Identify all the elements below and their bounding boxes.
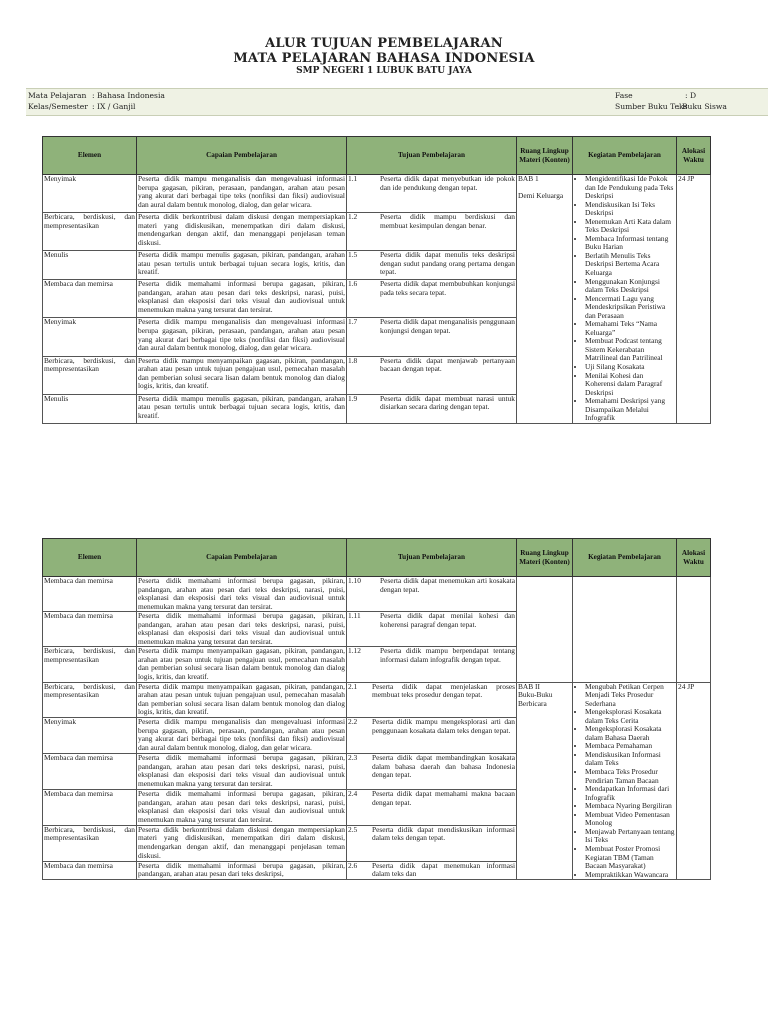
tujuan-cell bbox=[347, 647, 517, 682]
school-name: SMP NEGERI 1 LUBUK BATU JAYA bbox=[296, 66, 472, 76]
tujuan-cell bbox=[347, 280, 517, 318]
alokasi-cell: 24 JP bbox=[677, 682, 711, 880]
kegiatan-item: • Uji Silang Kosakata bbox=[585, 363, 675, 372]
col-kegiatan: Kegiatan Pembelajaran bbox=[573, 137, 677, 175]
bab-title: Buku-Buku Berbicara bbox=[518, 690, 553, 708]
tujuan-number: 2.2 bbox=[348, 717, 358, 727]
col-alokasi: Alokasi Waktu bbox=[677, 137, 711, 175]
tujuan-cell bbox=[347, 825, 517, 861]
tujuan-number: 1.8 bbox=[348, 356, 358, 365]
sumber-label: Sumber Buku Teks bbox=[615, 102, 688, 111]
tujuan-text: Peserta didik mampu berpendapat tentang informasi dalam infografik dengan tepat. bbox=[380, 646, 515, 664]
table-row bbox=[43, 682, 711, 718]
col-alokasi: Alokasi Waktu bbox=[677, 539, 711, 577]
kegiatan-item: • Menemukan Arti Kata dalam Teks Deskripsi bbox=[585, 218, 675, 235]
kegiatan-item: • Membuat Podcast tentang Sistem Kekerabatan Matrilineal dan Patrilineal bbox=[585, 337, 675, 363]
tujuan-text: Peserta didik dapat menyebutkan ide pokok dan ide pendukung dengan tepat. bbox=[380, 174, 515, 192]
tujuan-cell bbox=[347, 861, 517, 879]
tujuan-text: Peserta didik dapat menganalisis penggunaan konjungsi dengan tepat. bbox=[380, 317, 515, 336]
bab-title: Demi Keluarga bbox=[518, 191, 564, 201]
tujuan-number: 1.9 bbox=[348, 394, 358, 403]
tujuan-text: Peserta didik mampu mengeksplorasi arti dan penggunaan kosakata dalam teks dengan tepat. bbox=[372, 717, 515, 735]
kegiatan-list bbox=[574, 683, 675, 880]
document-title: ALUR TUJUAN PEMBELAJARAN bbox=[265, 36, 503, 51]
tujuan-cell bbox=[347, 718, 517, 754]
kegiatan-item: • Memahami Deskripsi yang Disampaikan Melalui Infografik bbox=[585, 397, 675, 423]
elemen-cell: Membaca dan memirsa bbox=[43, 577, 137, 612]
col-capaian: Capaian Pembelajaran bbox=[137, 137, 347, 175]
tujuan-cell bbox=[347, 790, 517, 826]
tujuan-number: 1.12 bbox=[348, 646, 361, 656]
kegiatan-item: • Mendiskusikan Isi Teks Deskripsi bbox=[585, 201, 675, 218]
elemen-cell: Berbicara, berdiskusi, dan mempresentasikan bbox=[43, 682, 137, 718]
kegiatan-item: • Membaca Nyaring Bergiliran bbox=[585, 802, 675, 811]
bab-label: BAB 1 bbox=[518, 174, 539, 183]
tujuan-cell bbox=[347, 754, 517, 790]
tujuan-number: 1.1 bbox=[348, 174, 358, 183]
table-row bbox=[43, 577, 711, 612]
tujuan-cell bbox=[347, 612, 517, 647]
tujuan-cell bbox=[347, 251, 517, 280]
kelas-value: : IX / Ganjil bbox=[92, 102, 136, 111]
capaian-cell: Peserta didik mampu menulis gagasan, pikiran, pandangan, arahan atau pesan tertulis untuk berbagai tujuan secara logis, kritis, dan kreatif. bbox=[137, 394, 347, 423]
elemen-cell: Menyimak bbox=[43, 318, 137, 356]
col-tujuan: Tujuan Pembelajaran bbox=[347, 539, 517, 577]
tujuan-number: 1.5 bbox=[348, 250, 358, 260]
tujuan-text: Peserta didik mampu berdiskusi dan membuat kesimpulan dengan benar. bbox=[380, 212, 515, 230]
col-kegiatan: Kegiatan Pembelajaran bbox=[573, 539, 677, 577]
fase-label: Fase bbox=[615, 91, 633, 100]
kegiatan-item: • Mengeksplorasi Kosakata dalam Teks Cerita bbox=[585, 708, 675, 725]
tujuan-number: 1.7 bbox=[348, 317, 358, 327]
col-tujuan: Tujuan Pembelajaran bbox=[347, 137, 517, 175]
capaian-cell: Peserta didik mampu menganalisis dan mengevaluasi informasi berupa gagasan, pikiran, perasaan, pandangan, arahan atau pesan yang akurat dari berbagai tipe teks (nonfiksi dan fiksi) audiovisual dan aural dalam bentuk monolog, dialog, dan gelar wicara. bbox=[137, 318, 347, 356]
kegiatan-item: • Menggunakan Konjungsi dalam Teks Deskripsi bbox=[585, 278, 675, 295]
kegiatan-item: • Membaca Informasi tentang Buku Harian bbox=[585, 235, 675, 252]
col-ruang: Ruang Lingkup Materi (Konten) bbox=[517, 539, 573, 577]
tujuan-cell bbox=[347, 175, 517, 213]
tujuan-text: Peserta didik dapat menulis teks deskripsi dengan sudut pandang orang pertama dengan tepat. bbox=[380, 250, 515, 277]
tujuan-text: Peserta didik dapat menemukan informasi dalam teks dan bbox=[372, 861, 515, 879]
tujuan-number: 1.2 bbox=[348, 212, 358, 222]
tujuan-text: Peserta didik dapat menilai kohesi dan koherensi paragraf dengan tepat. bbox=[380, 611, 515, 629]
tujuan-cell bbox=[347, 318, 517, 356]
alokasi-cell: 24 JP bbox=[677, 175, 711, 424]
alokasi-cell bbox=[677, 577, 711, 683]
tujuan-cell bbox=[347, 394, 517, 423]
tujuan-text: Peserta didik dapat menjelaskan proses membuat teks prosedur dengan tepat. bbox=[372, 682, 515, 700]
kegiatan-item: • Mencermati Lagu yang Mendeskripsikan Peristiwa dan Perasaan bbox=[585, 295, 675, 321]
elemen-cell: Berbicara, berdiskusi, dan mempresentasikan bbox=[43, 213, 137, 251]
elemen-cell: Membaca dan memirsa bbox=[43, 790, 137, 826]
capaian-cell: Peserta didik berkontribusi dalam diskusi dengan mempersiapkan materi yang didiskusikan, menempatkan diri dalam diskusi, mendengarkan dengan aktif, dan menanggapi penjelasan teman diskusi. bbox=[137, 213, 347, 251]
atp-table-1 bbox=[42, 136, 711, 424]
capaian-cell: Peserta didik mampu menganalisis dan mengevaluasi informasi berupa gagasan, pikiran, perasaan, pandangan, arahan atau pesan yang akurat dari berbagai tipe teks (nonfiksi dan fiksi) audiovisual dan aural dalam bentuk monolog, dialog, dan gelar wicara. bbox=[137, 175, 347, 213]
kegiatan-cell bbox=[573, 577, 677, 683]
tujuan-text: Peserta didik dapat membandingkan kosakata dalam bahasa daerah dan bahasa Indonesia dengan tepat. bbox=[372, 753, 515, 780]
tujuan-text: Peserta didik dapat menemukan arti kosakata dengan tepat. bbox=[380, 576, 515, 594]
tujuan-cell bbox=[347, 213, 517, 251]
capaian-cell: Peserta didik berkontribusi dalam diskusi dengan mempersiapkan materi yang didiskusikan, menempatkan diri dalam diskusi, mendengarkan dengan aktif, dan menanggapi penjelasan teman diskusi. bbox=[138, 825, 345, 860]
capaian-cell: Peserta didik mampu menyampaikan gagasan, pikiran, pandangan, arahan atau pesan untuk tujuan pengajuan usul, pemecahan masalah dan pemberian solusi secara lisan dalam bentuk monolog dan dialog logis, kritis, dan kreatif. bbox=[138, 646, 345, 682]
elemen-cell: Menulis bbox=[43, 394, 137, 423]
capaian-cell: Peserta didik mampu menyampaikan gagasan, pikiran, pandangan, arahan atau pesan untuk tujuan pengajuan usul, pemecahan masalah dan pemberian solusi secara lisan dalam bentuk monolog dan dialog logis, kritis, dan kreatif. bbox=[137, 356, 347, 394]
kegiatan-item: • Mengeksplorasi Kosakata dalam Bahasa Daerah bbox=[585, 725, 675, 742]
elemen-cell: Berbicara, berdiskusi, dan mempresentasikan bbox=[43, 647, 137, 682]
elemen-cell: Berbicara, berdiskusi, dan mempresentasikan bbox=[43, 825, 137, 861]
tujuan-text: Peserta didik dapat membubuhkan konjungsi pada teks secara tepat. bbox=[380, 279, 515, 297]
capaian-cell: Peserta didik mampu menulis gagasan, pikiran, pandangan, arahan atau pesan tertulis untuk berbagai tujuan secara logis, kritis, dan kreatif. bbox=[137, 251, 347, 280]
tujuan-number: 2.4 bbox=[348, 789, 358, 799]
tujuan-cell bbox=[347, 577, 517, 612]
tujuan-text: Peserta didik dapat menjawab pertanyaan bacaan dengan tepat. bbox=[380, 356, 515, 374]
atp-table-2 bbox=[42, 538, 711, 880]
elemen-cell: Menyimak bbox=[43, 175, 137, 213]
ruang-lingkup-cell bbox=[517, 577, 573, 683]
elemen-cell: Menyimak bbox=[43, 718, 137, 754]
tujuan-text: Peserta didik dapat mendiskusikan informasi dalam teks dengan tepat. bbox=[372, 825, 515, 843]
subject-title: MATA PELAJARAN BAHASA INDONESIA bbox=[233, 51, 535, 66]
kelas-label: Kelas/Semester bbox=[28, 102, 88, 111]
kegiatan-item: • Menjawab Pertanyaan tentang Isi Teks bbox=[585, 828, 675, 845]
capaian-cell: Peserta didik mampu menganalisis dan mengevaluasi informasi berupa gagasan, pikiran, perasaan, pandangan, arahan atau pesan yang akurat dari berbagai tipe teks (nonfiksi dan fiksi) audiovisual dan aural dalam bentuk monolog, dialog, dan gelar wicara. bbox=[138, 717, 345, 753]
tujuan-number: 2.5 bbox=[348, 825, 358, 834]
kegiatan-item: • Membaca Teks Prosedur Pendirian Taman Bacaan bbox=[585, 768, 675, 785]
elemen-cell: Berbicara, berdiskusi, dan mempresentasikan bbox=[43, 356, 137, 394]
kegiatan-item: • Mengubah Petikan Cerpen Menjadi Teks Prosedur Sederhana bbox=[585, 683, 675, 709]
col-ruang: Ruang Lingkup Materi (Konten) bbox=[517, 137, 573, 175]
kegiatan-item: • Membaca Pemahaman bbox=[585, 742, 675, 751]
elemen-cell: Membaca dan memirsa bbox=[43, 754, 137, 790]
col-elemen: Elemen bbox=[43, 137, 137, 175]
capaian-cell: Peserta didik memahami informasi berupa gagasan, pikiran, pandangan, arahan atau pesan dari teks deskripsi, narasi, puisi, eksplanasi dan eksposisi dari teks visual dan audiovisual untuk menemukan makna yang tersurat dan tersirat. bbox=[138, 611, 345, 646]
elemen-cell: Membaca dan memirsa bbox=[43, 612, 137, 647]
tujuan-number: 1.11 bbox=[348, 611, 361, 621]
tujuan-number: 2.6 bbox=[348, 861, 358, 870]
kegiatan-cell bbox=[573, 682, 677, 880]
tujuan-number: 2.1 bbox=[348, 682, 358, 691]
elemen-cell: Menulis bbox=[43, 251, 137, 280]
capaian-cell: Peserta didik memahami informasi berupa gagasan, pikiran, pandangan, arahan atau pesan dari teks deskripsi, bbox=[138, 861, 345, 879]
kegiatan-item: • Mempraktikkan Wawancara bbox=[585, 871, 675, 880]
kegiatan-item: • Membuat Video Pementasan Monolog bbox=[585, 811, 675, 828]
info-bar bbox=[26, 88, 768, 116]
kegiatan-item: • Membuat Poster Promosi Kegiatan TBM (Taman Bacaan Masyarakat) bbox=[585, 845, 675, 871]
capaian-cell: Peserta didik memahami informasi berupa gagasan, pikiran, pandangan, arahan atau pesan dari teks deskripsi, narasi, puisi, eksplanasi dan eksposisi dari teks visual dan audiovisual untuk menemukan makna yang tersurat dan tersirat. bbox=[137, 280, 347, 318]
table-row bbox=[43, 175, 711, 213]
kegiatan-cell bbox=[573, 175, 677, 424]
col-elemen: Elemen bbox=[43, 539, 137, 577]
sumber-value: : Buku Siswa bbox=[677, 102, 727, 111]
tujuan-number: 1.10 bbox=[348, 576, 361, 585]
capaian-cell: Peserta didik memahami informasi berupa gagasan, pikiran, pandangan, arahan atau pesan dari teks deskripsi, narasi, puisi, eksplanasi dan eksposisi dari teks visual dan audiovisual untuk menemukan makna yang tersurat dan tersirat. bbox=[138, 789, 345, 824]
capaian-cell: Peserta didik memahami informasi berupa gagasan, pikiran, pandangan, arahan atau pesan dari teks deskripsi, narasi, puisi, eksplanasi dan eksposisi dari teks visual dan audiovisual untuk menemukan makna yang tersurat dan tersirat. bbox=[138, 753, 345, 788]
fase-value: : D bbox=[685, 91, 697, 100]
ruang-lingkup-cell bbox=[517, 682, 573, 880]
tujuan-text: Peserta didik dapat membuat narasi untuk disiarkan secara daring dengan tepat. bbox=[380, 394, 515, 412]
elemen-cell: Membaca dan memirsa bbox=[43, 861, 137, 879]
kegiatan-item: • Memahami Teks “Nama Keluarga” bbox=[585, 320, 675, 337]
tujuan-number: 1.6 bbox=[348, 279, 358, 289]
tujuan-cell bbox=[347, 356, 517, 394]
kegiatan-item: • Mendiskusikan Informasi dalam Teks bbox=[585, 751, 675, 768]
tujuan-text: Peserta didik dapat memahami makna bacaan dengan tepat. bbox=[372, 789, 515, 807]
mapel-value: : Bahasa Indonesia bbox=[92, 91, 165, 100]
ruang-lingkup-cell bbox=[517, 175, 573, 424]
kegiatan-item: • Menilai Kohesi dan Koherensi dalam Paragraf Deskripsi bbox=[585, 372, 675, 398]
kegiatan-item: • Mendapatkan Informasi dari Infografik bbox=[585, 785, 675, 802]
tujuan-cell bbox=[347, 682, 517, 718]
kegiatan-item: • Mengidentifikasi Ide Pokok dan Ide Pendukung pada Teks Deskripsi bbox=[585, 175, 675, 201]
capaian-cell: Peserta didik memahami informasi berupa gagasan, pikiran, pandangan, arahan atau pesan dari teks deskripsi, narasi, puisi, eksplanasi dan eksposisi dari teks visual dan audiovisual untuk menemukan makna yang tersurat dan tersirat. bbox=[138, 576, 345, 611]
col-capaian: Capaian Pembelajaran bbox=[137, 539, 347, 577]
capaian-cell: Peserta didik mampu menyampaikan gagasan, pikiran, pandangan, arahan atau pesan untuk tujuan pengajuan usul, pemecahan masalah dan pemberian solusi secara lisan dalam bentuk monolog dan dialog logis, kritis, dan kreatif. bbox=[138, 682, 345, 717]
mapel-label: Mata Pelajaran bbox=[28, 91, 87, 100]
tujuan-number: 2.3 bbox=[348, 753, 358, 763]
elemen-cell: Membaca dan memirsa bbox=[43, 280, 137, 318]
kegiatan-list bbox=[574, 175, 675, 423]
bab-label: BAB II bbox=[518, 682, 540, 691]
kegiatan-item: • Berlatih Menulis Teks Deskripsi Bertema Acara Keluarga bbox=[585, 252, 675, 278]
